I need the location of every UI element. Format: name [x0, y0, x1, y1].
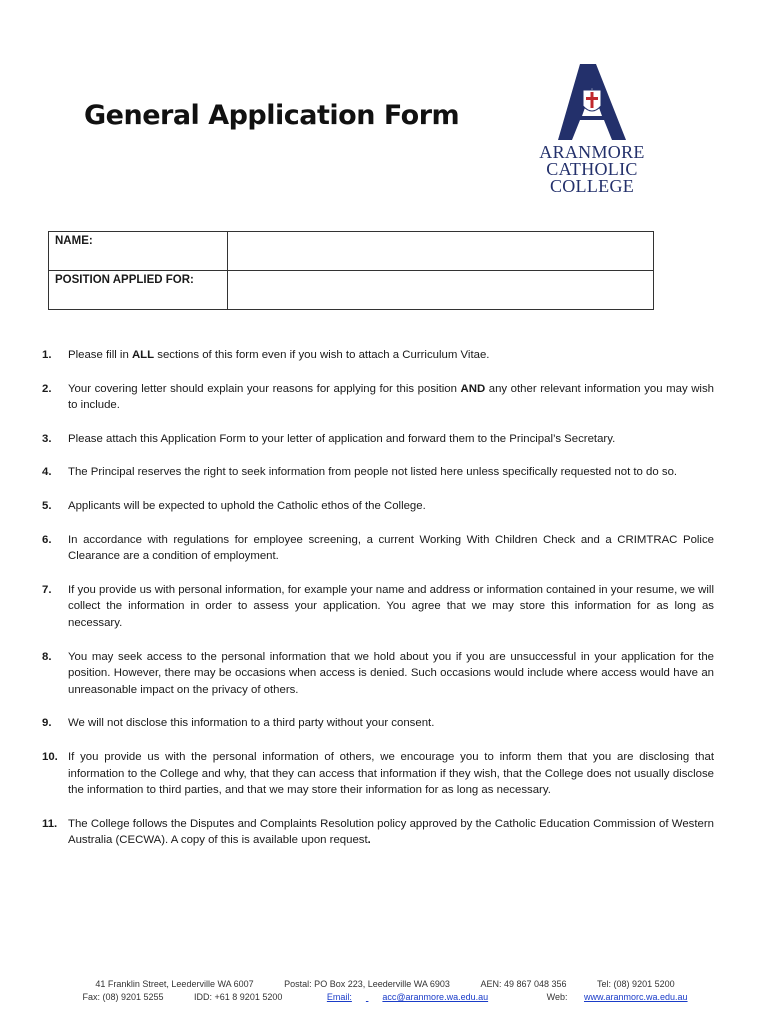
item-number: 11. [42, 817, 58, 830]
email-address: acc@aranmore.wa.edu.au [382, 992, 489, 1002]
email-label: Email: [326, 992, 352, 1002]
item-text: Applicants will be expected to uphold the Catholic ethos of the College. [68, 499, 426, 512]
name-label: NAME: [49, 232, 228, 271]
page-title: General Application Form [84, 100, 460, 131]
footer-postal: Postal: PO Box 223, Leederville WA 6903 [284, 979, 450, 989]
item-number: 7. [42, 583, 52, 596]
instruction-item [42, 347, 714, 364]
footer-aen: AEN: 49 867 048 356 [480, 979, 567, 989]
item-bold-text: . [367, 834, 371, 847]
item-text: You may seek access to the personal information that we hold about you if you are unsuccessful in your application for the position. However, there may be occasions when access is denied. Such occasions would include where access would have an unreasonable impact on the privacy of others. [68, 650, 714, 696]
item-number: 8. [42, 650, 52, 663]
web-link[interactable]: www.aranmorc.wa.edu.au [583, 992, 688, 1002]
item-text: In accordance with regulations for employee screening, a current Working With Children Check and a CRIMTRAC Police Clearance are a condition of employment. [68, 533, 714, 563]
item-number: 6. [42, 533, 52, 546]
footer [0, 978, 770, 1004]
footer-address: 41 Franklin Street, Leederville WA 6007 [95, 979, 254, 989]
footer-web [533, 992, 688, 1002]
item-text-after: any other relevant information you may wish to include. [68, 382, 714, 412]
instruction-item [42, 381, 714, 414]
instruction-item [42, 464, 714, 481]
instruction-item [42, 582, 714, 632]
instruction-item [42, 715, 714, 732]
instruction-item [42, 749, 714, 799]
position-row [49, 271, 654, 310]
instruction-item [42, 431, 714, 448]
item-number: 9. [42, 717, 52, 730]
web-label: Web: [546, 992, 568, 1002]
name-row [49, 232, 654, 271]
logo-line-1: ARANMORE [539, 142, 645, 162]
instructions-list [42, 347, 714, 849]
instruction-item [42, 498, 714, 515]
applicant-info-table [48, 231, 654, 310]
item-number: 3. [42, 432, 52, 445]
item-number: 4. [42, 466, 52, 479]
item-number: 1. [42, 349, 52, 361]
instruction-item [42, 649, 714, 699]
footer-tel: Tel: (08) 9201 5200 [597, 979, 675, 989]
item-text: If you provide us with personal information, for example your name and address or information contained in your resume, we will collect the information in order to assess your application. You agree that we may store this information for as long as necessary. [68, 583, 714, 629]
instruction-item [42, 532, 714, 565]
position-label: POSITION APPLIED FOR: [49, 271, 228, 310]
footer-email [313, 992, 502, 1002]
item-text: We will not disclose this information to a third party without your consent. [68, 717, 435, 730]
svg-text:TRUST: TRUST [584, 126, 600, 131]
college-crest-icon [550, 60, 634, 144]
footer-line-2 [0, 991, 770, 1004]
item-bold-text: ALL [131, 349, 155, 361]
instruction-item [42, 816, 714, 849]
college-logo [527, 60, 657, 200]
email-link[interactable] [313, 992, 502, 1002]
item-number: 2. [42, 382, 52, 395]
logo-line-2: CATHOLIC [546, 159, 638, 179]
footer-line-1 [0, 978, 770, 991]
position-field[interactable] [228, 271, 654, 310]
item-number: 10. [42, 750, 58, 763]
name-field[interactable] [228, 232, 654, 271]
item-text: Please attach this Application Form to your letter of application and forward them to the Principal’s Secretary. [68, 432, 616, 445]
footer-idd: IDD: +61 8 9201 5200 [194, 992, 283, 1002]
item-text: The Principal reserves the right to seek information from people not listed here unless specifically requested not to do so. [68, 466, 678, 479]
item-text: Please fill in [68, 349, 132, 361]
item-text: The College follows the Disputes and Complaints Resolution policy approved by the Catholic Education Commission of Western Australia (CECWA). A copy of this is available upon request [68, 817, 714, 847]
item-bold-text: AND [460, 382, 486, 395]
footer-fax: Fax: (08) 9201 5255 [82, 992, 164, 1002]
item-text: If you provide us with the personal information of others, we encourage you to inform them that you are disclosing that information to the College and why, that they can access that information if they wish, that the College does not usually disclose the information to third parties, and that we may store their information for as long as necessary. [68, 750, 714, 797]
item-text-after: sections of this form even if you wish to attach a Curriculum Vitae. [154, 349, 490, 361]
item-text: Your covering letter should explain your reasons for applying for this position [68, 382, 461, 395]
item-number: 5. [42, 499, 52, 512]
logo-line-3: COLLEGE [549, 176, 635, 196]
